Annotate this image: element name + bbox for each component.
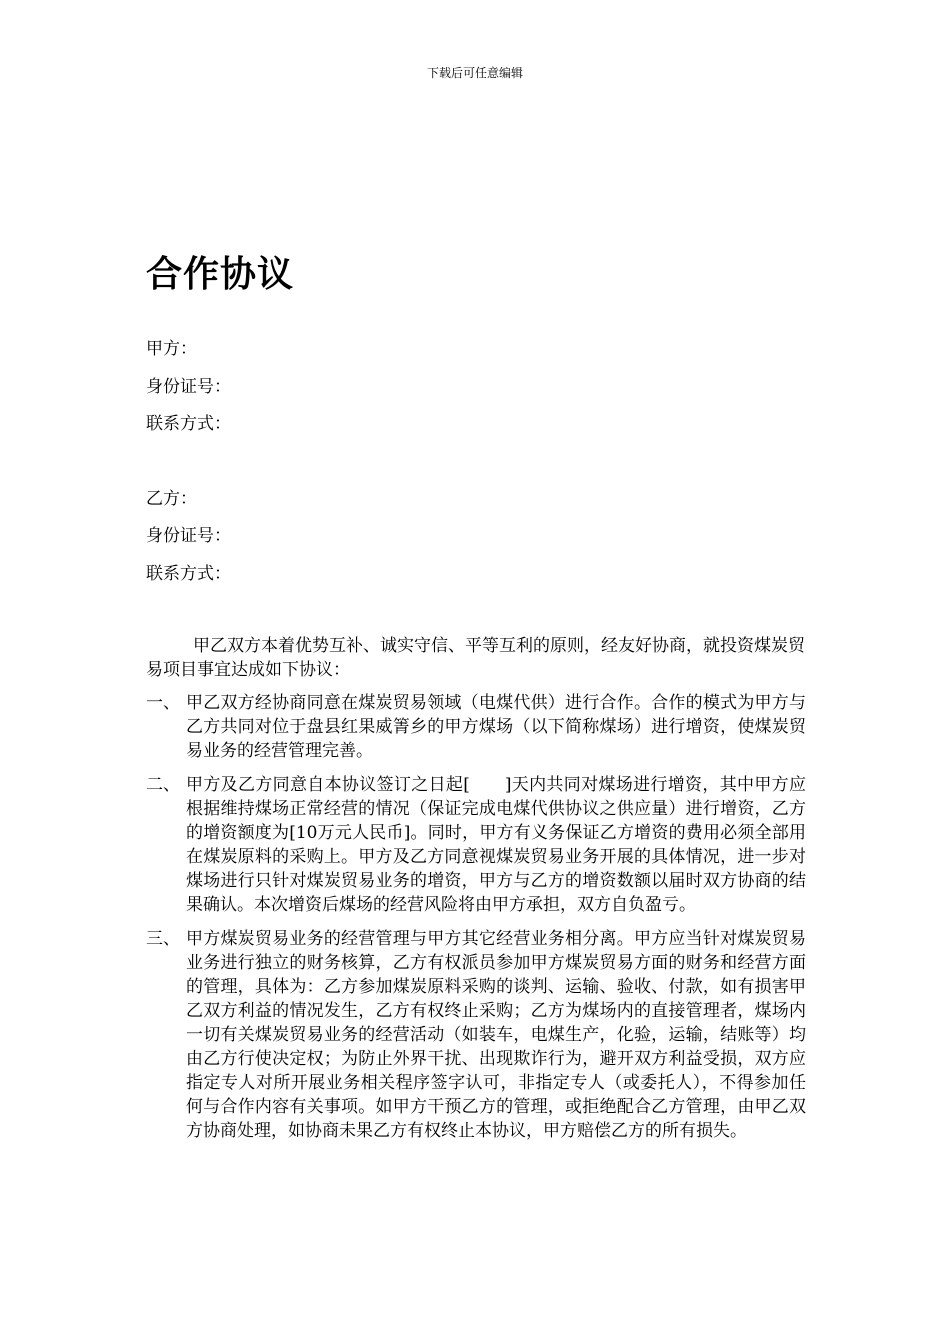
clause-text: 甲乙双方经协商同意在煤炭贸易领域（电煤代供）进行合作。合作的模式为甲方与乙方共同对位于盘县红果威箐乡的甲方煤场（以下简称煤场）进行增资，使煤炭贸易业务的经营管理完善。 bbox=[186, 693, 806, 761]
clause-3 bbox=[146, 927, 806, 1143]
clause-number: 二、 bbox=[146, 775, 180, 795]
clause-number: 一、 bbox=[146, 693, 180, 713]
document-title: 合作协议 bbox=[146, 253, 295, 295]
party-b-id-label: 身份证号： bbox=[146, 526, 231, 546]
clause-number: 三、 bbox=[146, 929, 180, 949]
clause-text: 甲方煤炭贸易业务的经营管理与甲方其它经营业务相分离。甲方应当针对煤炭贸易业务进行独立的财务核算，乙方有权派员参加甲方煤炭贸易方面的财务和经营方面的管理，具体为：乙方参加煤炭原料采购的谈判、运输、验收、付款，如有损害甲乙双方利益的情况发生，乙方有权终止采购；乙方为煤场内的直接管理者，煤场内一切有关煤炭贸易业务的经营活动（如装车，电煤生产，化验，运输，结账等）均由乙方行使决定权；为防止外界干扰、出现欺诈行为，避开双方利益受损，双方应指定专人对所开展业务相关程序签字认可，非指定专人（或委托人），不得参加任何与合作内容有关事项。如甲方干预乙方的管理，或拒绝配合乙方管理，由甲乙双方协商处理，如协商未果乙方有权终止本协议，甲方赔偿乙方的所有损失。 bbox=[186, 929, 806, 1141]
page-header-note: 下载后可任意编辑 bbox=[426, 66, 523, 80]
party-a-name-label: 甲方： bbox=[146, 339, 197, 359]
intro-paragraph: 甲乙双方本着优势互补、诚实守信、平等互利的原则，经友好协商，就投资煤炭贸易项目事宜达成如下协议： bbox=[146, 636, 805, 680]
agreement-body bbox=[146, 634, 806, 1153]
party-a-contact-label: 联系方式： bbox=[146, 414, 231, 434]
clause-1 bbox=[146, 691, 806, 763]
party-a-id-label: 身份证号： bbox=[146, 377, 231, 397]
clause-text: 甲方及乙方同意自本协议签订之日起[ ]天内共同对煤场进行增资，其中甲方应根据维持煤场正常经营的情况（保证完成电煤代供协议之供应量）进行增资，乙方的增资额度为[10万元人民币]。同时，甲方有义务保证乙方增资的费用必须全部用在煤炭原料的采购上。甲方及乙方同意视煤炭贸易业务开展的具体情况，进一步对煤场进行只针对煤炭贸易业务的增资，甲方与乙方的增资数额以届时双方协商的结果确认。本次增资后煤场的经营风险将由甲方承担，双方自负盈亏。 bbox=[186, 775, 806, 915]
party-b-name-label: 乙方： bbox=[146, 489, 197, 509]
clause-2 bbox=[146, 773, 806, 917]
party-b-contact-label: 联系方式： bbox=[146, 564, 231, 584]
